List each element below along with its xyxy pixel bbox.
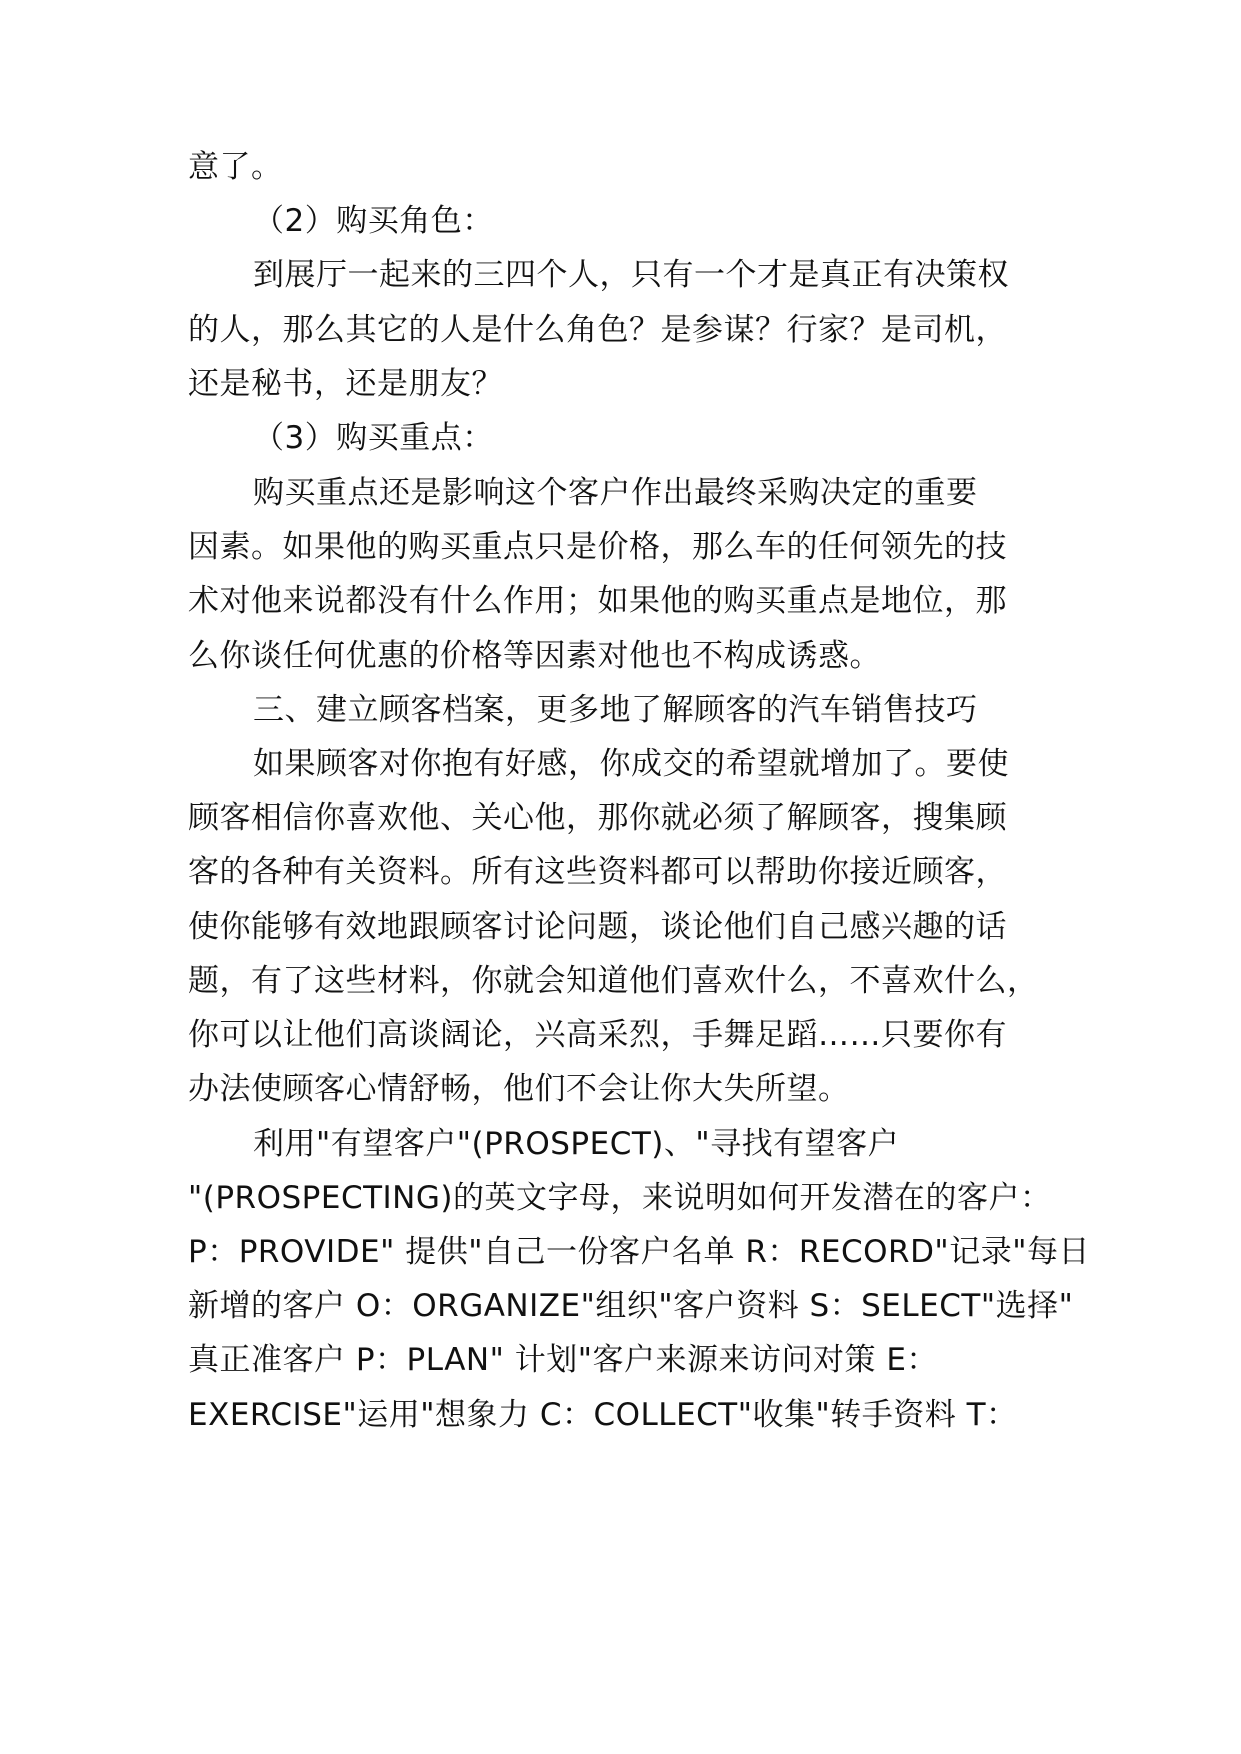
text-line: EXERCISE"运用"想象力 C：COLLECT"收集"转手资料 T： <box>188 1397 1018 1433</box>
text-line: "(PROSPECTING)的英文字母，来说明如何开发潜在的客户： <box>188 1180 1052 1216</box>
text-line: P：PROVIDE" 提供"自己一份客户名单 R：RECORD"记录"每日 <box>188 1234 1090 1270</box>
text-line: 利用"有望客户"(PROSPECT)、"寻找有望客户 <box>253 1126 900 1162</box>
text-line: 使你能够有效地跟顾客讨论问题，谈论他们自己感兴趣的话 <box>188 909 1007 945</box>
section-heading-customer-files: 三、建立顾客档案，更多地了解顾客的汽车销售技巧 <box>253 692 978 728</box>
text-line: 意了。 <box>188 149 283 185</box>
subheading-buying-focus: （3）购买重点： <box>253 420 494 456</box>
subheading-buying-role: （2）购买角色： <box>253 203 494 239</box>
text-line: 顾客相信你喜欢他、关心他，那你就必须了解顾客，搜集顾 <box>188 800 1007 836</box>
text-line: 到展厅一起来的三四个人，只有一个才是真正有决策权 <box>253 257 1009 293</box>
text-line: 因素。如果他的购买重点只是价格，那么车的任何领先的技 <box>188 529 1007 565</box>
text-line: 新增的客户 O：ORGANIZE"组织"客户资料 S：SELECT"选择" <box>188 1288 1074 1324</box>
text-line: 真正准客户 P：PLAN" 计划"客户来源来访问对策 E： <box>188 1342 938 1378</box>
text-line: 客的各种有关资料。所有这些资料都可以帮助你接近顾客， <box>188 854 1007 890</box>
text-line: 你可以让他们高谈阔论，兴高采烈，手舞足蹈……只要你有 <box>188 1017 1007 1053</box>
text-line: 办法使顾客心情舒畅，他们不会让你大失所望。 <box>188 1071 850 1107</box>
text-line: 么你谈任何优惠的价格等因素对他也不构成诱惑。 <box>188 638 881 674</box>
text-line: 题，有了这些材料，你就会知道他们喜欢什么，不喜欢什么， <box>188 963 1039 999</box>
text-line: 购买重点还是影响这个客户作出最终采购决定的重要 <box>253 475 978 511</box>
text-line: 术对他来说都没有什么作用；如果他的购买重点是地位，那 <box>188 583 1007 619</box>
text-line: 的人，那么其它的人是什么角色？是参谋？行家？是司机， <box>188 312 1007 348</box>
text-line: 还是秘书，还是朋友？ <box>188 366 503 402</box>
text-line: 如果顾客对你抱有好感，你成交的希望就增加了。要使 <box>253 746 1009 782</box>
